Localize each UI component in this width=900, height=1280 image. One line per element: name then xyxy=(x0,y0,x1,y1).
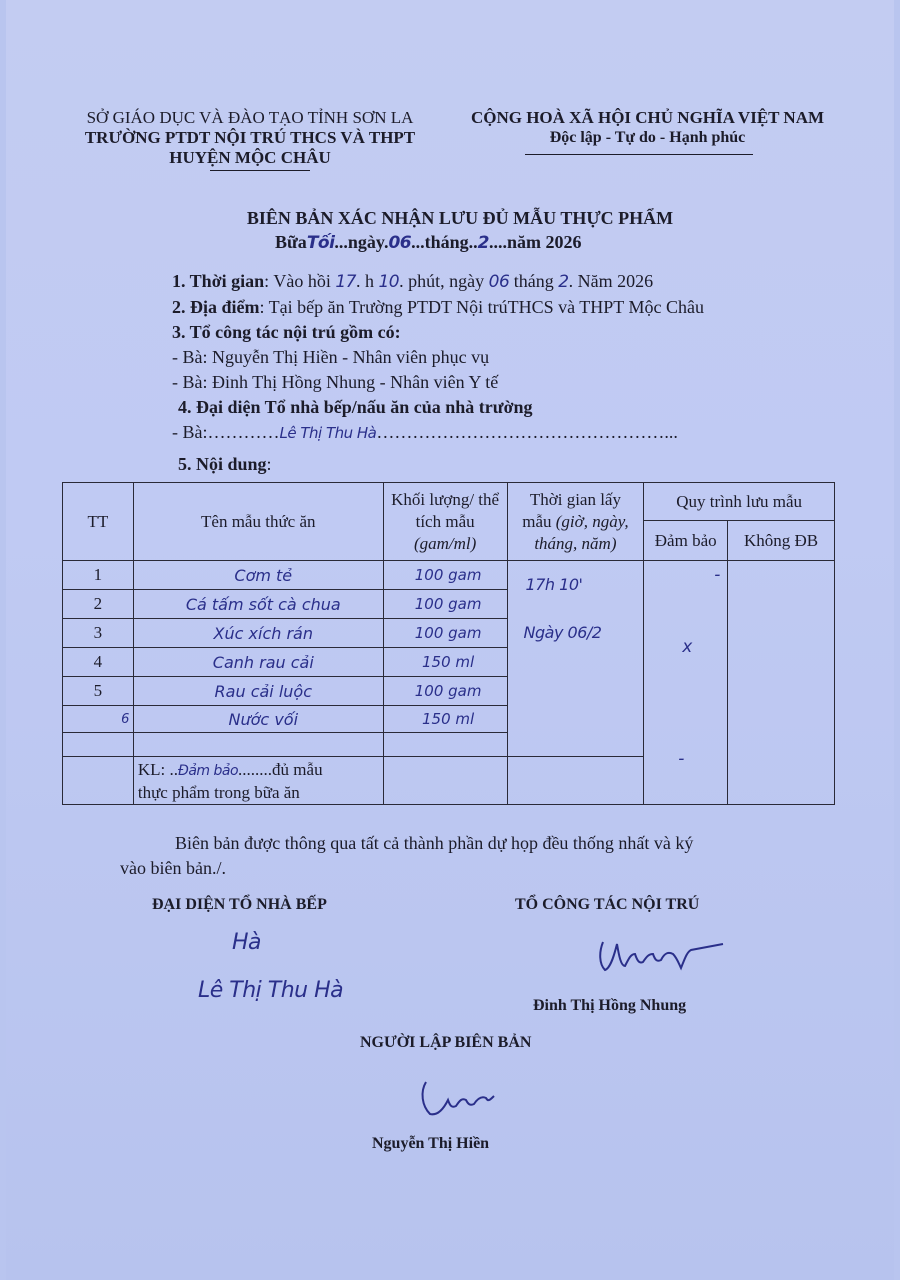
header-mass-line2: tích mẫu xyxy=(415,511,475,531)
closing-line-1: Biên bản được thông qua tất cả thành phần dự họp đều thống nhất và ký xyxy=(175,833,694,853)
content-label: 5. Nội dung xyxy=(178,454,267,474)
team-signature-scribble xyxy=(595,928,730,978)
header-food-name: Tên mẫu thức ăn xyxy=(133,483,383,561)
row-tt: 5 xyxy=(63,677,134,706)
department-header xyxy=(70,108,430,168)
conclusion-suffix: ........đủ mẫu xyxy=(238,759,323,779)
conclusion-mass xyxy=(383,757,507,805)
kitchen-signature: Hà xyxy=(232,930,262,955)
kitchen-label: 4. Đại diện Tổ nhà bếp/nấu ăn của nhà trường xyxy=(178,397,533,417)
row-tt: 3 xyxy=(63,619,134,648)
row-food-name: Cá tấm sốt cà chua xyxy=(133,590,383,619)
conclusion-line2: thực phẩm trong bữa ăn xyxy=(137,782,300,802)
sample-time-date: Ngày 06/2 xyxy=(523,623,602,642)
school-name: TRƯỜNG PTDT NỘI TRÚ THCS VÀ THPT xyxy=(84,128,416,147)
time-text-3: . phút, ngày xyxy=(399,271,485,291)
day-value: 06 xyxy=(388,233,412,253)
empty-mass xyxy=(383,733,507,757)
row-mass: 100 gam xyxy=(383,590,507,619)
time-minute: 10 xyxy=(378,272,400,292)
conclusion-cell xyxy=(133,757,383,805)
department-name: SỞ GIÁO DỤC VÀ ĐÀO TẠO TỈNH SƠN LA xyxy=(86,108,414,127)
row-tt: 2 xyxy=(63,590,134,619)
kitchen-rep-name: Lê Thị Thu Hà xyxy=(279,424,377,442)
table-row xyxy=(63,561,835,590)
header-time-line1: Thời gian lấy xyxy=(529,489,621,509)
place-label: 2. Địa điểm xyxy=(172,297,260,317)
row-food-name: Canh rau cải xyxy=(133,648,383,677)
row-food-name: Nước vối xyxy=(133,706,383,733)
ok-mark-2: x xyxy=(682,637,692,657)
time-hour: 17 xyxy=(335,272,356,292)
kitchen-rep-dots: …………………………………………... xyxy=(376,422,678,442)
time-text-5: . Năm 2026 xyxy=(568,271,654,291)
meal-line xyxy=(275,231,582,254)
header-mass-line1: Khối lượng/ thể xyxy=(391,489,500,509)
month-label: ...tháng.. xyxy=(411,232,478,252)
sample-time-cell xyxy=(507,561,644,757)
month-value: 2 xyxy=(477,233,489,253)
row-food-name: Rau cải luộc xyxy=(133,677,383,706)
time-text-4: tháng xyxy=(513,271,554,291)
document-title: BIÊN BẢN XÁC NHẬN LƯU ĐỦ MẪU THỰC PHẨM xyxy=(246,208,674,228)
meal-value: Tối xyxy=(306,233,335,253)
conclusion-value: Đảm bảo xyxy=(178,762,239,779)
maker-signer-name: Nguyễn Thị Hiền xyxy=(372,1135,490,1152)
maker-signature-title: NGƯỜI LẬP BIÊN BẢN xyxy=(360,1034,532,1051)
team-label: 3. Tổ công tác nội trú gồm có: xyxy=(172,322,401,342)
team-signer-name: Đinh Thị Hồng Nhung xyxy=(533,997,687,1014)
row-mass: 100 gam xyxy=(383,619,507,648)
kitchen-handwritten-name: Lê Thị Thu Hà xyxy=(198,978,344,1003)
time-month: 2 xyxy=(558,272,569,292)
ok-column-cell xyxy=(644,561,728,805)
sample-time-hour: 17h 10' xyxy=(525,575,583,594)
header-sample-time xyxy=(507,483,644,561)
kitchen-rep-prefix: - Bà:………… xyxy=(172,422,280,442)
row-mass: 150 ml xyxy=(383,706,507,733)
closing-line-2: vào biên bản./. xyxy=(120,858,226,878)
ok-mark-1: - xyxy=(714,565,720,585)
national-header xyxy=(460,108,835,148)
team-signature-title: TỔ CÔNG TÁC NỘI TRÚ xyxy=(515,896,700,913)
year-label: ....năm 2026 xyxy=(488,232,582,252)
conclusion-time xyxy=(507,757,644,805)
national-motto: Độc lập - Tự do - Hạnh phúc xyxy=(549,129,746,146)
not-ok-column-cell xyxy=(728,561,835,805)
place-text: : Tại bếp ăn Trường PTDT Nội trúTHCS và THPT Mộc Châu xyxy=(259,297,704,317)
time-text-2: . h xyxy=(355,271,374,291)
motto-underline xyxy=(525,154,753,155)
header-time-italic: (giờ, ngày, xyxy=(555,511,629,531)
header-mass xyxy=(383,483,507,561)
row-tt: 4 xyxy=(63,648,134,677)
ok-mark-3: - xyxy=(678,749,684,769)
row-tt: 6 xyxy=(63,706,134,733)
row-food-name: Cơm tẻ xyxy=(133,561,383,590)
header-time-text: mẫu xyxy=(522,511,556,531)
team-member-2: - Bà: Đinh Thị Hồng Nhung - Nhân viên Y tế xyxy=(172,372,499,392)
header-time-line3: tháng, năm) xyxy=(534,533,617,553)
header-ok: Đảm bảo xyxy=(644,521,728,561)
time-day: 06 xyxy=(488,272,510,292)
conclusion-prefix: KL: .. xyxy=(137,759,178,779)
country-name: CỘNG HOÀ XÃ HỘI CHỦ NGHĨA VIỆT NAM xyxy=(470,108,825,127)
place-line xyxy=(172,296,704,318)
row-mass: 150 ml xyxy=(383,648,507,677)
day-label: ...ngày. xyxy=(334,232,389,252)
row-tt: 1 xyxy=(63,561,134,590)
conclusion-tt xyxy=(63,757,134,805)
kitchen-signature-title: ĐẠI DIỆN TỔ NHÀ BẾP xyxy=(152,896,327,913)
header-left-underline xyxy=(210,170,310,171)
header-not-ok: Không ĐB xyxy=(728,521,835,561)
meal-label: Bữa xyxy=(275,232,307,252)
content-line xyxy=(178,453,272,475)
header-tt: TT xyxy=(63,483,134,561)
header-time-line2 xyxy=(508,511,644,533)
district-name: HUYỆN MỘC CHÂU xyxy=(169,148,331,167)
content-colon: : xyxy=(266,454,272,474)
header-procedure: Quy trình lưu mẫu xyxy=(644,483,835,521)
row-mass: 100 gam xyxy=(383,677,507,706)
kitchen-rep-line xyxy=(172,421,678,444)
maker-signature-scribble xyxy=(418,1074,503,1122)
empty-tt xyxy=(63,733,134,757)
team-member-1: - Bà: Nguyễn Thị Hiền - Nhân viên phục vụ xyxy=(172,347,490,367)
header-mass-unit: (gam/ml) xyxy=(413,533,477,553)
conclusion-line1 xyxy=(138,759,383,782)
time-label: 1. Thời gian xyxy=(172,271,265,291)
time-line xyxy=(172,270,653,293)
sample-table xyxy=(62,482,835,805)
empty-food xyxy=(133,733,383,757)
row-mass: 100 gam xyxy=(383,561,507,590)
time-text-1: : Vào hồi xyxy=(264,271,331,291)
row-food-name: Xúc xích rán xyxy=(133,619,383,648)
